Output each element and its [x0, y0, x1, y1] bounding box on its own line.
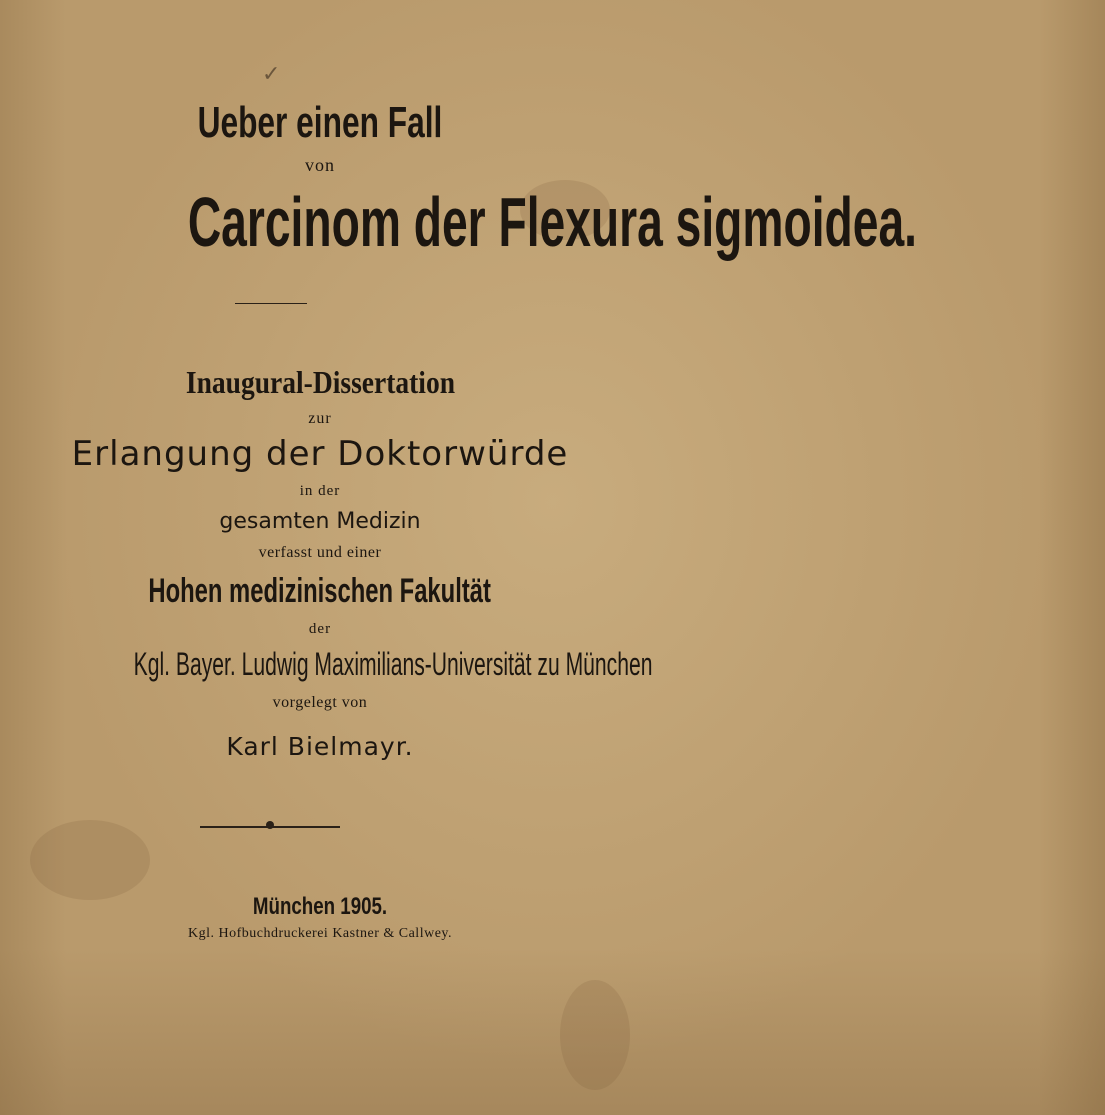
- fakultaet-heading: Hohen medizinischen Fakultät: [148, 572, 492, 610]
- divider-dot-icon: [266, 821, 274, 829]
- dissertation-heading: Inaugural-Dissertation: [185, 364, 455, 400]
- page-mark-icon: ✓: [262, 62, 281, 87]
- university-name: Kgl. Bayer. Ludwig Maximilians-Universität zu München: [133, 646, 653, 682]
- zur-text: zur: [308, 410, 332, 427]
- verfasst-text: verfasst und einer: [258, 544, 382, 561]
- gesamten-medizin: gesamten Medizin: [219, 509, 421, 534]
- der-text: der: [308, 621, 332, 637]
- erlangung-heading: Erlangung der Doktorwürde: [71, 434, 569, 474]
- city-year: München 1905.: [252, 893, 388, 920]
- vorgelegt-text: vorgelegt von: [272, 694, 368, 711]
- printer-line: Kgl. Hofbuchdruckerei Kastner & Callwey.: [187, 926, 452, 941]
- title-pre: Ueber einen Fall: [197, 98, 443, 147]
- author-name: Karl Bielmayr.: [226, 732, 414, 761]
- paper-stain: [30, 820, 150, 900]
- title-main: Carcinom der Flexura sigmoidea.: [187, 183, 917, 261]
- paper-stain: [560, 980, 630, 1090]
- von-text: von: [305, 155, 335, 175]
- divider-short: [235, 303, 307, 304]
- in-der-text: in der: [299, 483, 341, 499]
